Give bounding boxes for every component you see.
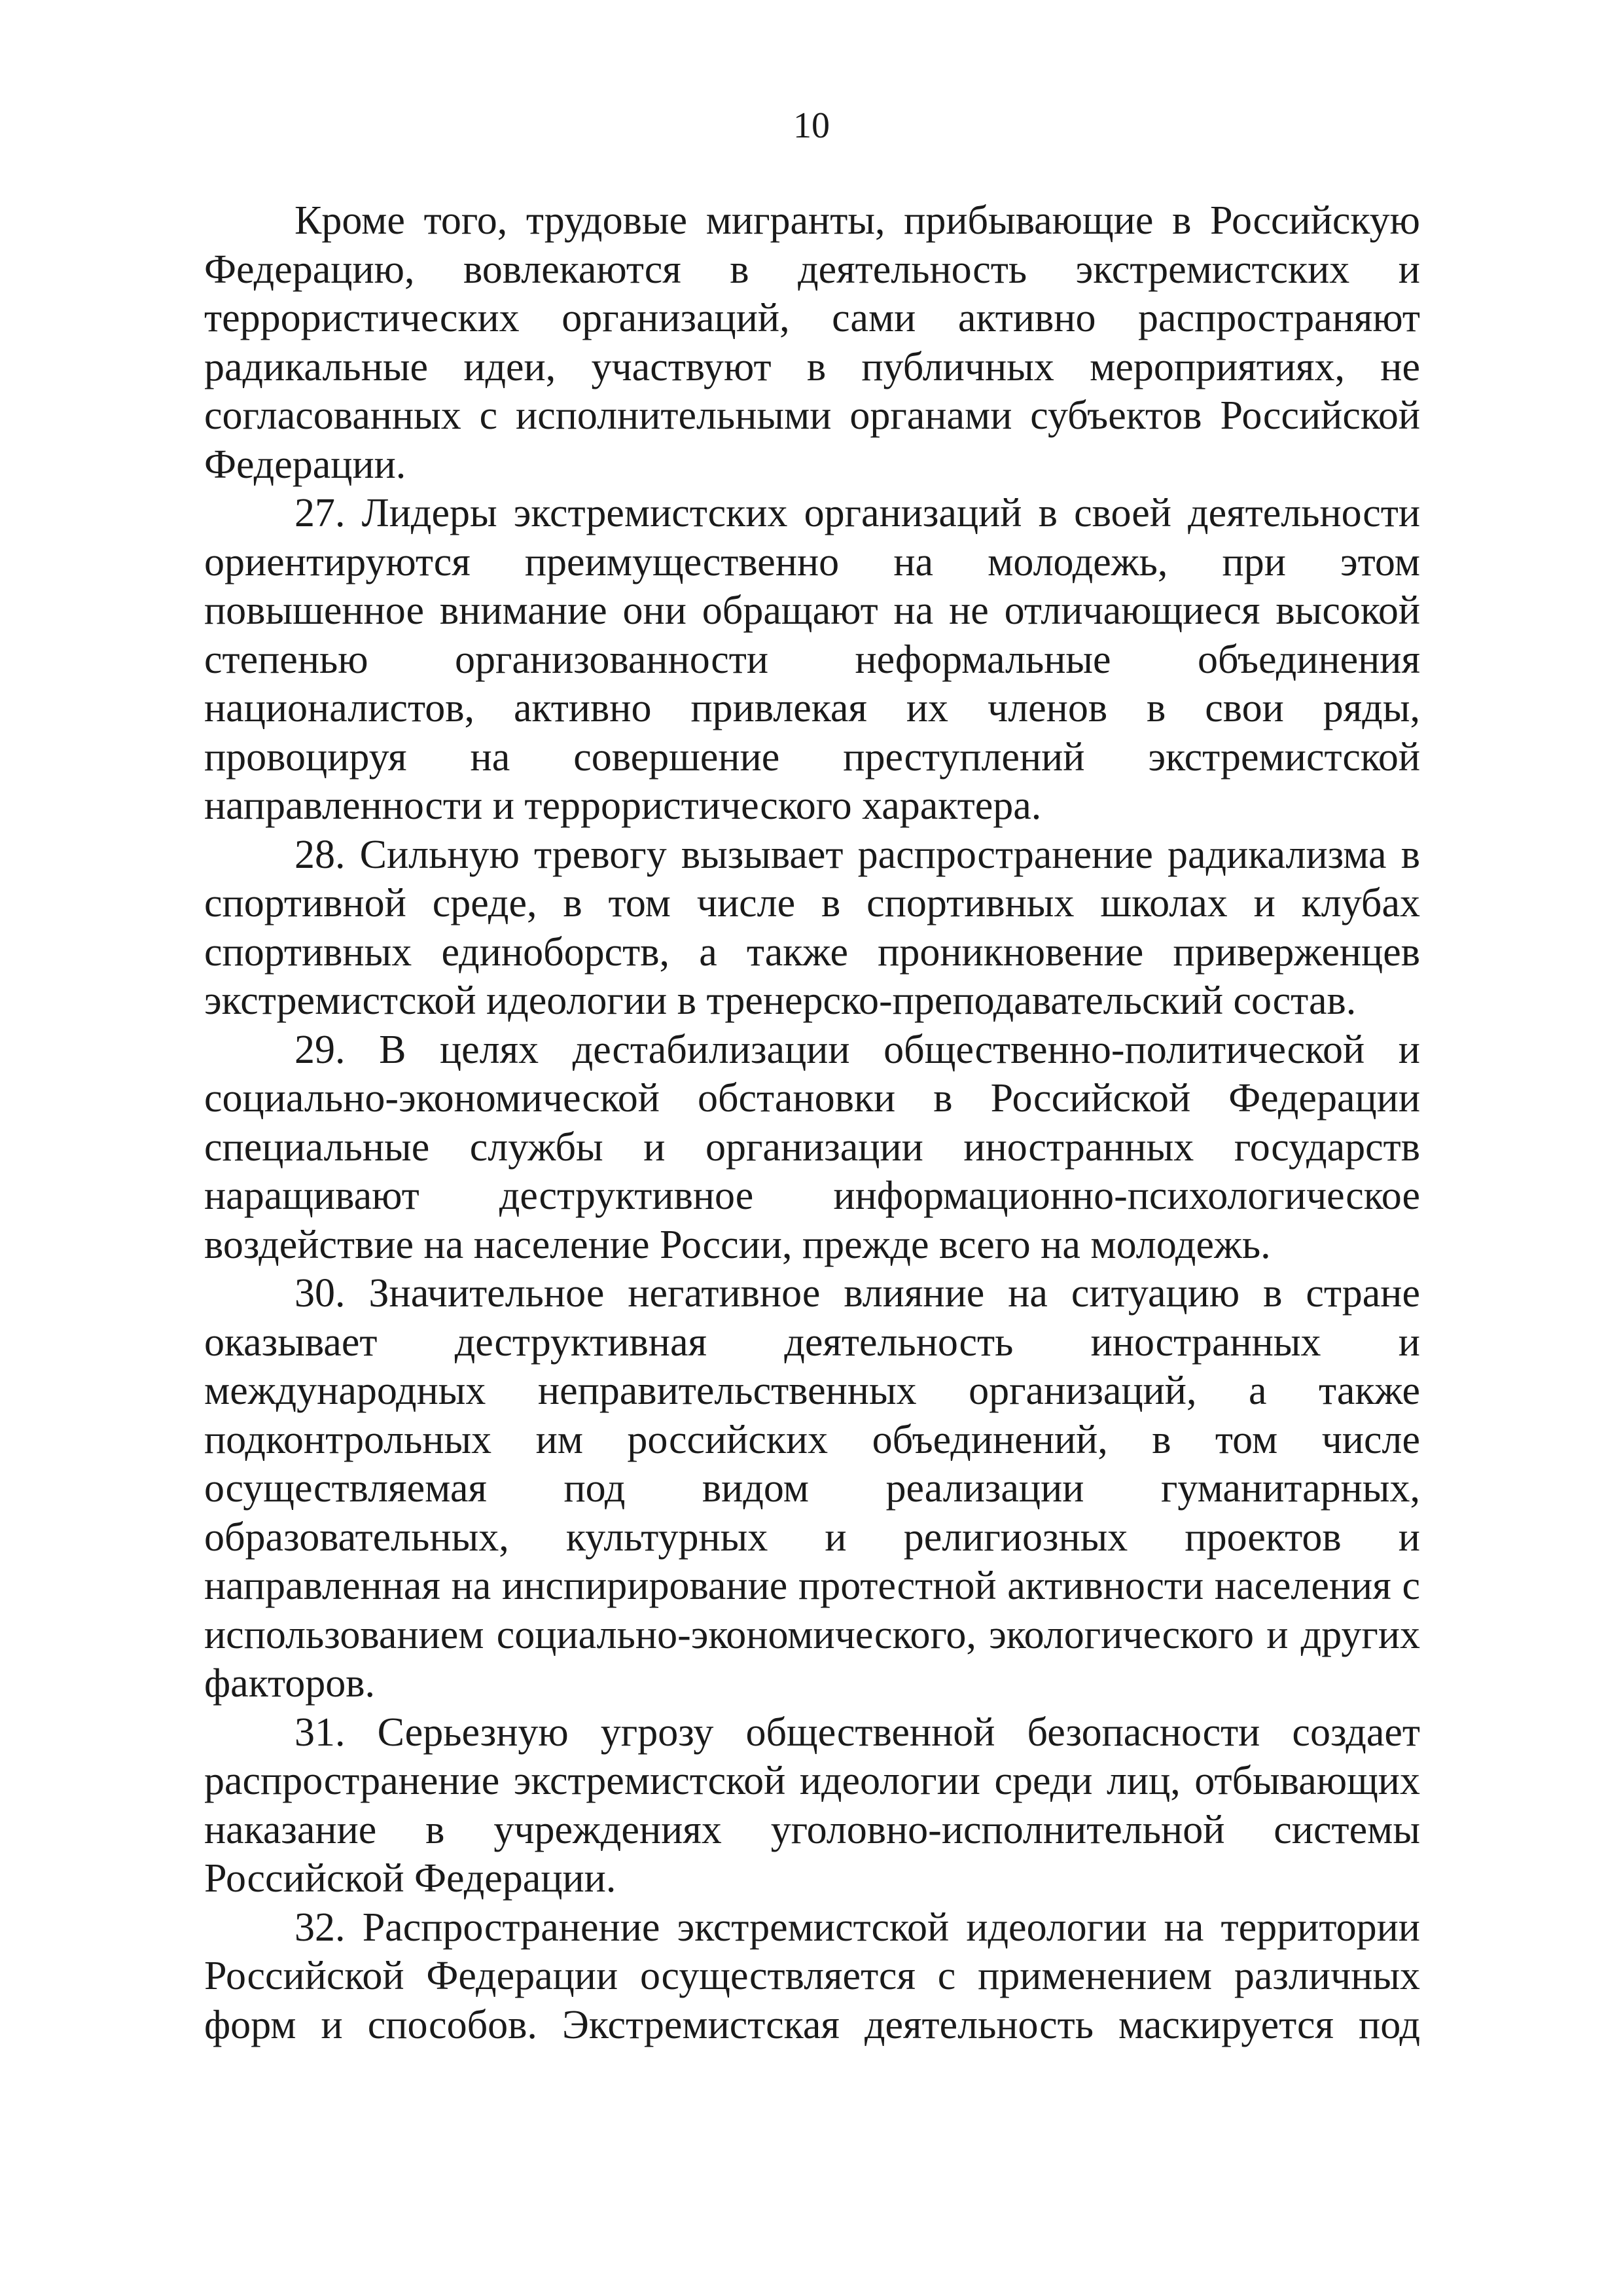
paragraph-31: 31. Серьезную угрозу общественной безопасности создает распространение экстремистской идеологии среди лиц, отбывающих наказание в учреждениях уголовно-исполнительной системы Российской Федерации. — [204, 1710, 1420, 1901]
document-body — [204, 196, 1420, 2049]
paragraph-27: 27. Лидеры экстремистских организаций в своей деятельности ориентируются преимущественно на молодежь, при этом повышенное внимание они обращают на не отличающиеся высокой степенью организованности неформальные объединения националистов, активно привлекая их членов в свои ряды, провоцируя на совершение преступлений экстремистской направленности и террористического характера. — [204, 491, 1420, 828]
paragraph-30: 30. Значительное негативное влияние на ситуацию в стране оказывает деструктивная деятельность иностранных и международных неправительственных организаций, а также подконтрольных им российских объединений, в том числе осуществляемая под видом реализации гуманитарных, образовательных, культурных и религиозных проектов и направленная на инспирирование протестной активности населения с использованием социально-экономического, экологического и других факторов. — [204, 1271, 1420, 1706]
paragraph-intro: Кроме того, трудовые мигранты, прибывающие в Российскую Федерацию, вовлекаются в деятельность экстремистских и террористических организаций, сами активно распространяют радикальные идеи, участвуют в публичных мероприятиях, не согласованных с исполнительными органами субъектов Российской Федерации. — [204, 198, 1420, 487]
paragraph-28: 28. Сильную тревогу вызывает распространение радикализма в спортивной среде, в том числе в спортивных школах и клубах спортивных единоборств, а также проникновение приверженцев экстремистской идеологии в тренерско-преподавательский состав. — [204, 832, 1420, 1023]
page-number: 10 — [793, 105, 830, 146]
paragraph-32: 32. Распространение экстремистской идеологии на территории Российской Федерации осуществляется с применением различных форм и способов. Экстремистская деятельность маскируется под — [204, 1905, 1420, 2047]
paragraph-29: 29. В целях дестабилизации общественно-политической и социально-экономической обстановки в Российской Федерации специальные службы и организации иностранных государств наращивают деструктивное информационно-психологическое воздействие на население России, прежде всего на молодежь. — [204, 1027, 1420, 1267]
